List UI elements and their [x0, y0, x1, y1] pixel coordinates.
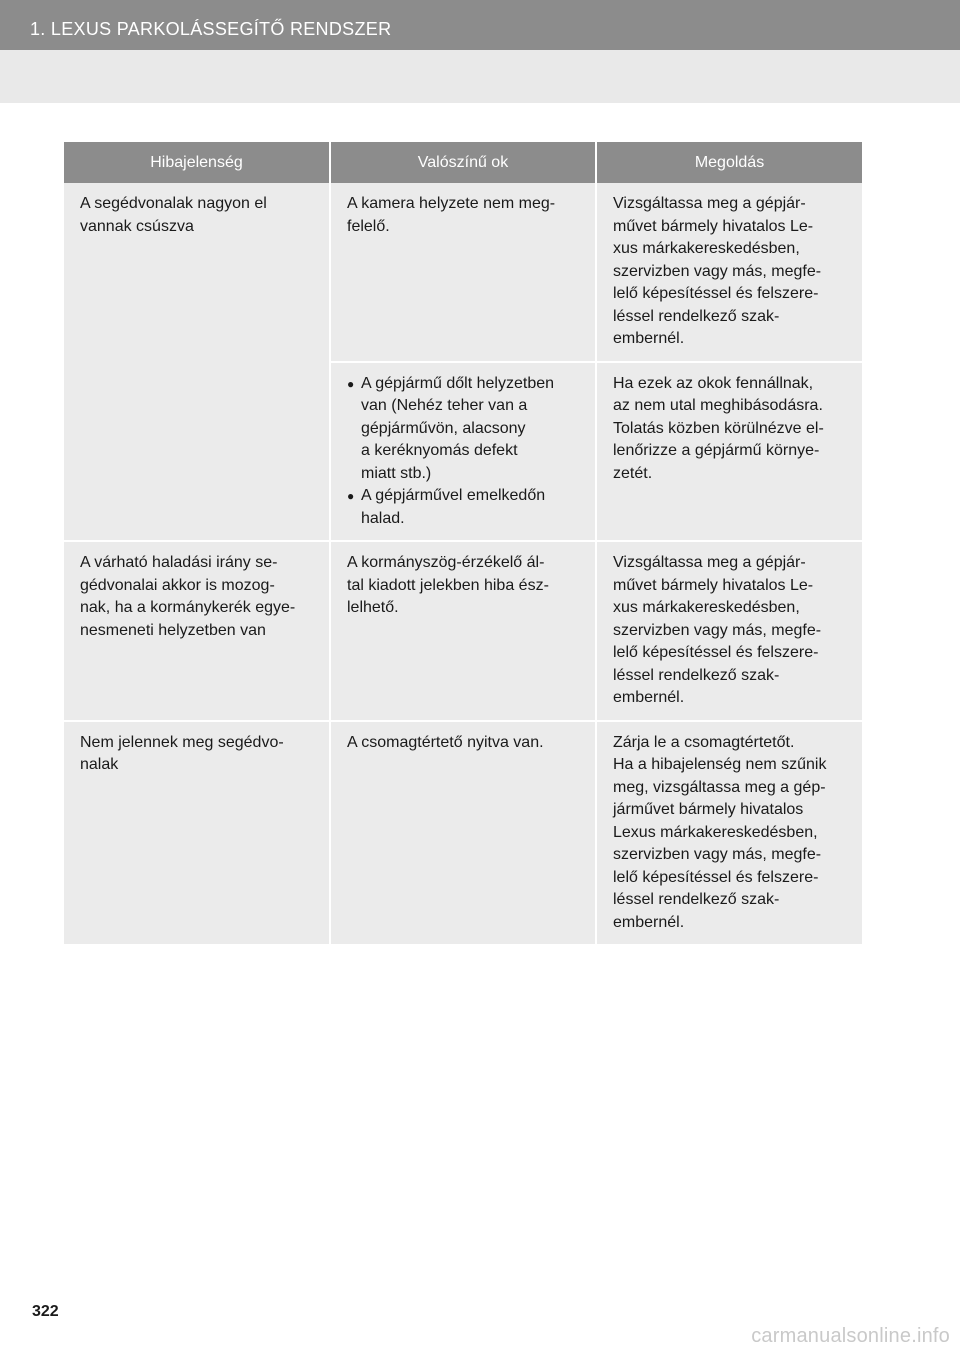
bullet-icon: ●: [347, 489, 355, 503]
troubleshooting-table: [64, 142, 862, 946]
page-number: 322: [32, 1303, 59, 1320]
table-header-row: [64, 142, 862, 183]
solution-text: Ha ezek az okok fennállnak, az nem utal meghibásodásra. Tolatás közben körülnézve el- lenőrizze a gépjármű környe- zetét.: [613, 374, 824, 482]
header-bar: [0, 0, 960, 50]
symptom-cell: [64, 183, 330, 541]
bullet-item: [347, 485, 583, 530]
section-title: 1. LEXUS PARKOLÁSSEGÍTŐ RENDSZER: [30, 19, 392, 39]
solution-cell: [596, 721, 862, 946]
bullet-item: [347, 373, 583, 486]
cause-text: A csomagtértető nyitva van.: [347, 733, 544, 751]
solution-text: Zárja le a csomagtértetőt. Ha a hibajelenség nem szűnik meg, vizsgáltassa meg a gép- járművet bármely hivatalos Lexus márkakereskedésben, szervizben vagy más, megfe- lelő képesítéssel és felszere- léssel rendelkező szak- embernél.: [613, 733, 827, 931]
solution-cell: [596, 541, 862, 721]
watermark-text: carmanualsonline.info: [751, 1325, 950, 1347]
cause-text: A kamera helyzete nem meg- felelő.: [347, 195, 556, 235]
table-row: [64, 183, 862, 362]
table-row: [64, 721, 862, 946]
solution-text: Vizsgáltassa meg a gépjár- művet bármely hivatalos Le- xus márkakereskedésben, szervizben vagy más, megfe- lelő képesítéssel és felszere- léssel rendelkező szak- embernél.: [613, 554, 822, 706]
bullet-icon: ●: [347, 376, 355, 391]
cause-cell: [330, 362, 596, 542]
column-header-symptom: Hibajelenség: [64, 142, 330, 183]
solution-cell: [596, 362, 862, 542]
header-band: [0, 50, 960, 103]
cause-text: A kormányszög-érzékelő ál- tal kiadott jelekben hiba ész- lelhető.: [347, 554, 549, 616]
cause-cell: [330, 183, 596, 362]
solution-cell: [596, 183, 862, 362]
bullet-text: A gépjármű dőlt helyzetben van (Nehéz teher van a gépjárművön, alacsony a keréknyomás defekt miatt stb.): [361, 374, 555, 482]
column-header-solution: Megoldás: [596, 142, 862, 183]
table-row: [64, 541, 862, 721]
cause-cell: [330, 541, 596, 721]
bullet-text: A gépjárművel emelkedőn halad.: [361, 487, 546, 527]
symptom-cell: [64, 541, 330, 721]
symptom-cell: [64, 721, 330, 946]
symptom-text: A segédvonalak nagyon el vannak csúszva: [80, 195, 267, 235]
symptom-text: A várható haladási irány se- gédvonalai akkor is mozog- nak, ha a kormánykerék egye- nesmeneti helyzetben van: [80, 554, 296, 639]
solution-text: Vizsgáltassa meg a gépjár- művet bármely hivatalos Le- xus márkakereskedésben, szervizben vagy más, megfe- lelő képesítéssel és felszere- léssel rendelkező szak- embernél.: [613, 195, 822, 347]
symptom-text: Nem jelennek meg segédvo- nalak: [80, 733, 284, 773]
column-header-cause: Valószínű ok: [330, 142, 596, 183]
cause-cell: [330, 721, 596, 946]
